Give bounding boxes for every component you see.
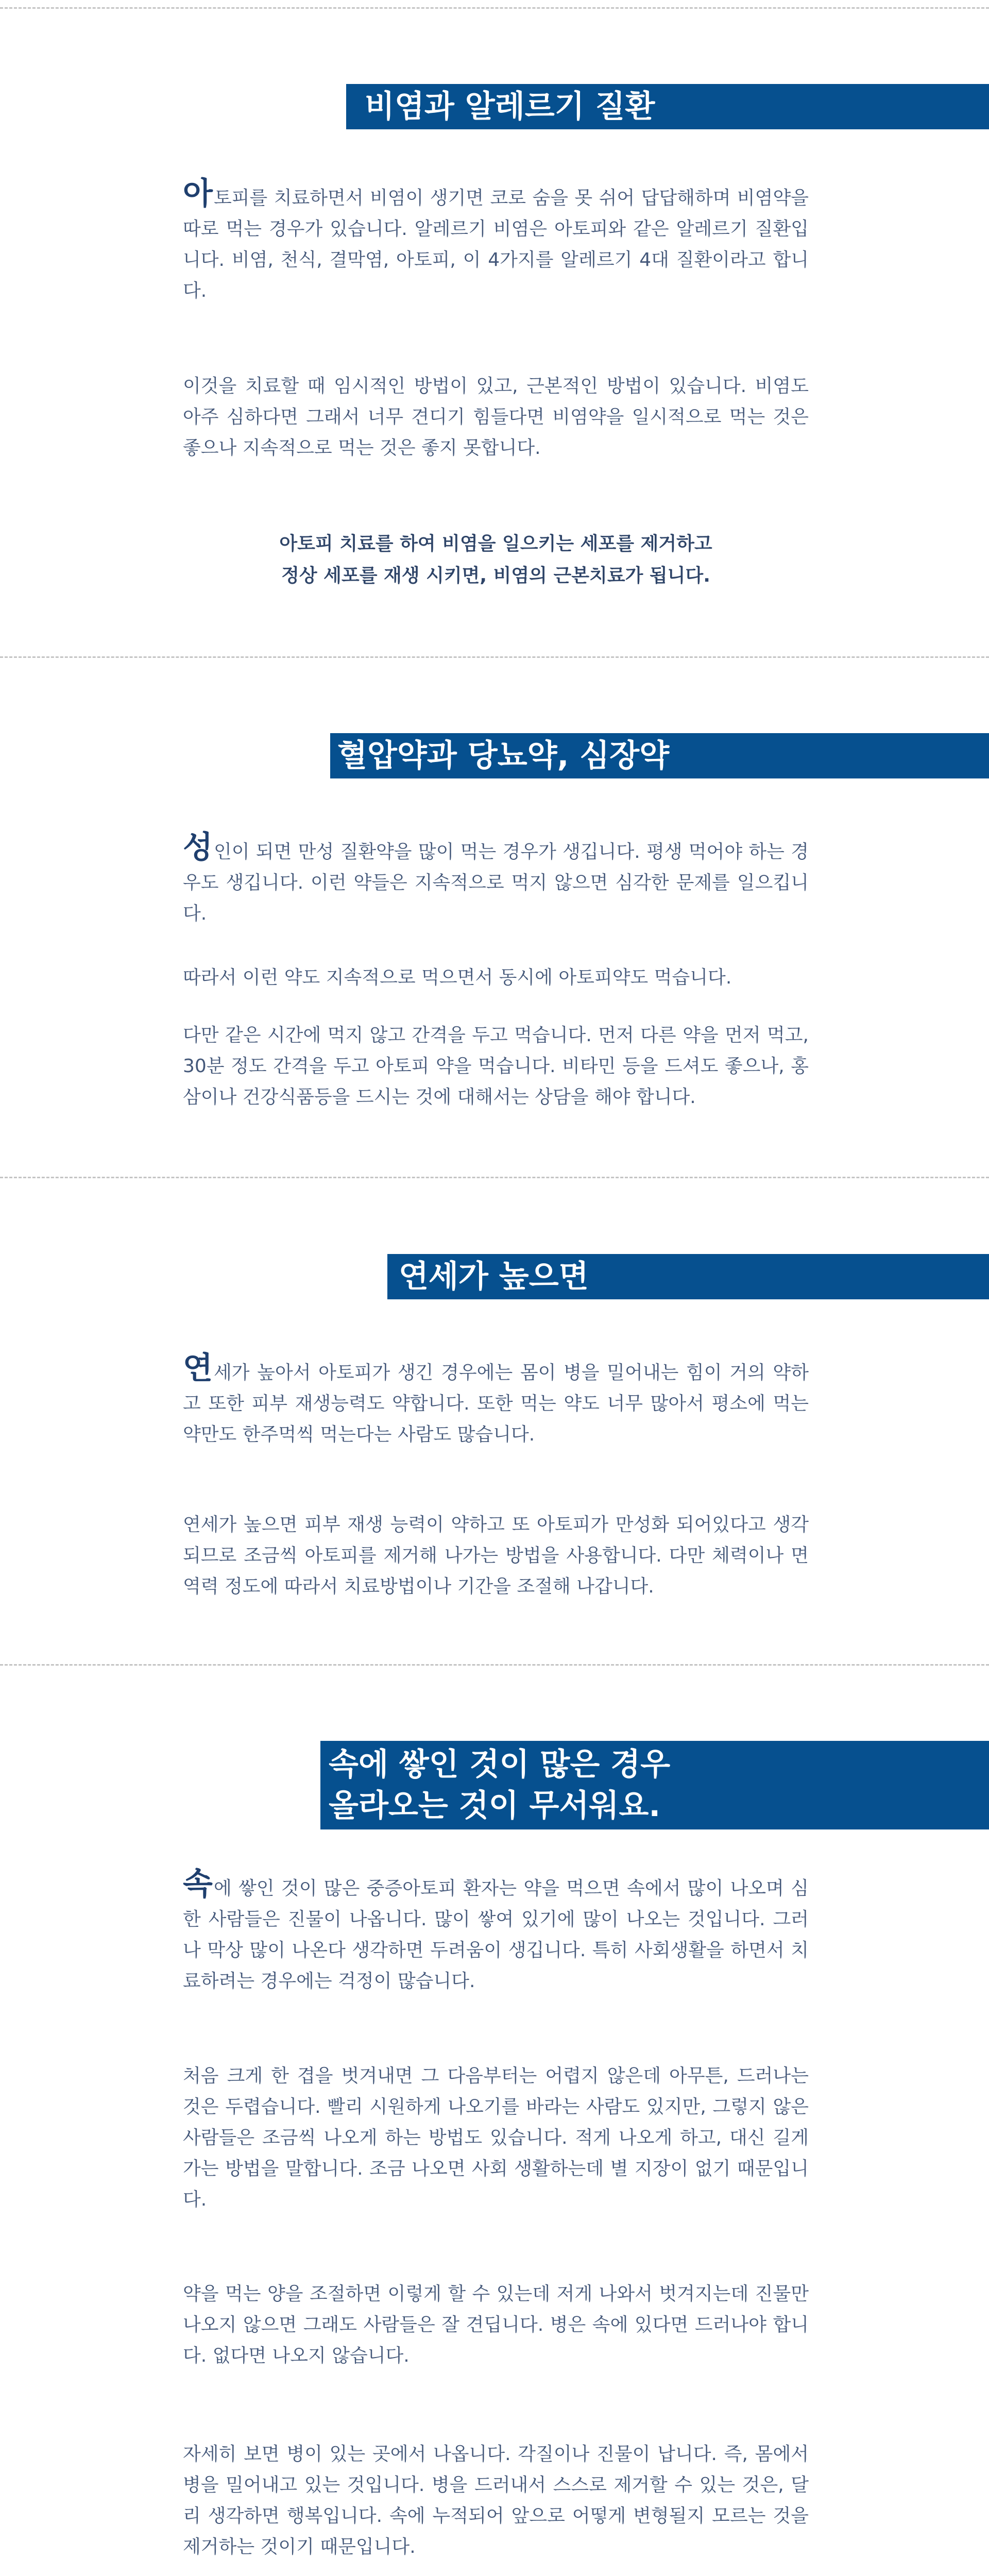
section-divider <box>0 1177 989 1178</box>
section-paragraph <box>183 1510 809 1602</box>
paragraph-text: 약을 먹는 양을 조절하면 이렇게 할 수 있는데 저게 나와서 벗겨지는데 진물만 나오지 않으면 그래도 사람들은 잘 견딥니다. 병은 속에 있다면 드러나야 합니다. 없다면 나오지 않습니다. <box>183 2283 809 2366</box>
section-paragraph <box>183 2279 809 2371</box>
section-paragraph <box>183 1020 809 1113</box>
paragraph-text: 이것을 치료할 때 임시적인 방법이 있고, 근본적인 방법이 있습니다. 비염도 아주 심하다면 그래서 너무 견디기 힘들다면 비염약을 일시적으로 먹는 것은 좋으나 지속적으로 먹는 것은 좋지 못합니다. <box>183 376 809 459</box>
paragraph-lead-letter: 연 <box>183 1350 213 1386</box>
paragraph-text: 따라서 이런 약도 지속적으로 먹으면서 동시에 아토피약도 먹습니다. <box>183 967 732 988</box>
section-title: 혈압약과 당뇨약, 심장약 <box>330 733 989 778</box>
section-paragraph <box>183 2439 809 2563</box>
section-title <box>320 1741 989 1829</box>
section-paragraph <box>183 178 809 307</box>
paragraph-lead-letter: 속 <box>183 1866 213 1902</box>
section-paragraph <box>183 829 809 929</box>
emphasis-line: 정상 세포를 재생 시키면, 비염의 근본치료가 됩니다. <box>281 565 710 586</box>
section-paragraph <box>183 1350 809 1450</box>
paragraph-lead-letter: 성 <box>183 829 213 866</box>
section-emphasis <box>183 528 809 592</box>
paragraph-text: 에 쌓인 것이 많은 중증아토피 환자는 약을 먹으면 속에서 많이 나오며 심한 사람들은 진물이 나옵니다. 많이 쌓여 있기에 많이 나오는 것입니다. 그러나 막상 많이 나온다 생각하면 두려움이 생깁니다. 특히 사회생활을 하면서 치료하려는 경우에는 걱정이 많습니다. <box>183 1878 809 1992</box>
paragraph-text: 토피를 치료하면서 비염이 생기면 코로 숨을 못 쉬어 답답해하며 비염약을 따로 먹는 경우가 있습니다. 알레르기 비염은 아토피와 같은 알레르기 질환입니다. 비염, 천식, 결막염, 아토피, 이 4가지를 알레르기 4대 질환이라고 합니다. <box>183 188 809 301</box>
paragraph-text: 연세가 높으면 피부 재생 능력이 약하고 또 아토피가 만성화 되어있다고 생각되므로 조금씩 아토피를 제거해 나가는 방법을 사용합니다. 다만 체력이나 면역력 정도에 따라서 치료방법이나 기간을 조절해 나갑니다. <box>183 1514 809 1597</box>
section-divider <box>0 7 989 9</box>
section-title: 연세가 높으면 <box>387 1254 989 1299</box>
section-title-line: 속에 쌓인 것이 많은 경우 <box>329 1747 671 1783</box>
section-divider <box>0 1664 989 1666</box>
section-paragraph <box>183 1866 809 1997</box>
paragraph-text: 처음 크게 한 겹을 벗겨내면 그 다음부터는 어렵지 않은데 아무튼, 드러나는 것은 두렵습니다. 빨리 시원하게 나오기를 바라는 사람도 있지만, 그렇지 않은 사람들은 조금씩 나오게 하는 방법도 있습니다. 적게 나오게 하고, 대신 길게 가는 방법을 말합니다. 조금 나오면 사회 생활하는데 별 지장이 없기 때문입니다. <box>183 2065 809 2210</box>
section-divider <box>0 656 989 658</box>
paragraph-text: 다만 같은 시간에 먹지 않고 간격을 두고 먹습니다. 먼저 다른 약을 먼저 먹고, 30분 정도 간격을 두고 아토피 약을 먹습니다. 비타민 등을 드셔도 좋으나, 홍삼이나 건강식품등을 드시는 것에 대해서는 상담을 해야 합니다. <box>183 1025 809 1108</box>
section-paragraph <box>183 962 809 993</box>
paragraph-text: 세가 높아서 아토피가 생긴 경우에는 몸이 병을 밀어내는 힘이 거의 약하고 또한 피부 재생능력도 약합니다. 또한 먹는 약도 너무 많아서 평소에 먹는 약만도 한주먹씩 먹는다는 사람도 많습니다. <box>183 1362 809 1445</box>
section-title: 비염과 알레르기 질환 <box>346 84 989 129</box>
paragraph-text: 자세히 보면 병이 있는 곳에서 나옵니다. 각질이나 진물이 납니다. 즉, 몸에서 병을 밀어내고 있는 것입니다. 병을 드러내서 스스로 제거할 수 있는 것은, 달리 생각하면 행복입니다. 속에 누적되어 앞으로 어떻게 변형될지 모르는 것을 제거하는 것이기 때문입니다. <box>183 2444 809 2557</box>
section-title-line: 올라오는 것이 무서워요. <box>329 1788 661 1824</box>
emphasis-line: 아토피 치료를 하여 비염을 일으키는 세포를 제거하고 <box>279 533 712 554</box>
section-paragraph <box>183 371 809 464</box>
paragraph-text: 인이 되면 만성 질환약을 많이 먹는 경우가 생깁니다. 평생 먹어야 하는 경우도 생깁니다. 이런 약들은 지속적으로 먹지 않으면 심각한 문제를 일으킵니다. <box>183 841 809 924</box>
section-paragraph <box>183 2061 809 2215</box>
paragraph-lead-letter: 아 <box>183 176 213 212</box>
